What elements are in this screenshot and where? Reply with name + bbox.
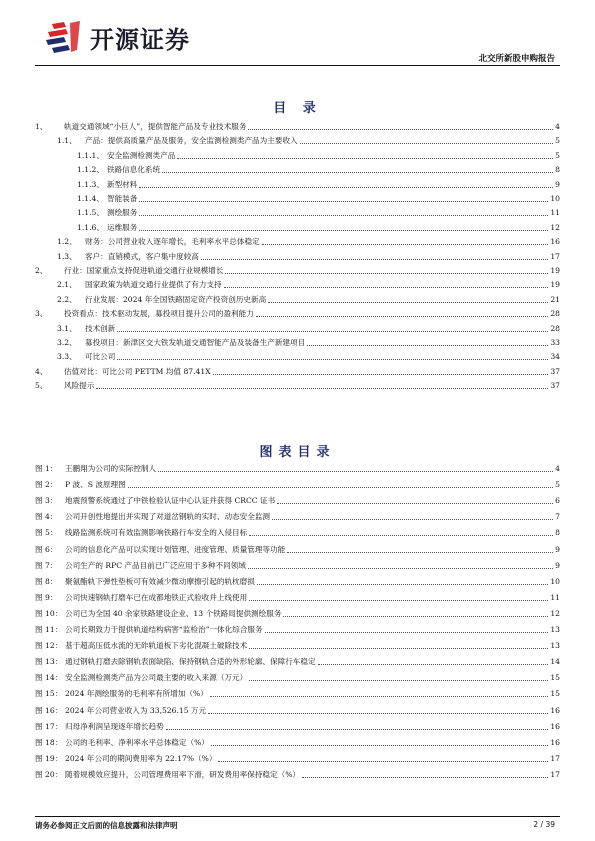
figure-entry-page: 16 xyxy=(550,705,560,715)
toc-entry[interactable] xyxy=(35,206,560,218)
figure-entry-number: 图 19： xyxy=(35,753,63,763)
toc-entry[interactable] xyxy=(35,235,560,247)
toc-dot-leader xyxy=(96,388,548,389)
figure-entry-text: 公司已为全国 40 余家铁路建设企业、13 个铁路局提供测绘服务 xyxy=(65,608,282,618)
logo-mark-icon xyxy=(44,20,84,54)
toc-entry-number: 1、 xyxy=(35,122,48,131)
toc-entry[interactable] xyxy=(35,336,560,348)
toc-entry-text: 募投项目：新津区交大铁发轨道交通智能产品及装备生产新建项目 xyxy=(85,338,306,347)
toc-entry[interactable] xyxy=(35,264,560,276)
toc-entry-number: 2、 xyxy=(35,266,48,275)
toc-entry-number: 1.1.2、 xyxy=(77,165,104,175)
figure-entry-number: 图 4： xyxy=(35,512,58,522)
figure-dot-leader xyxy=(287,552,553,553)
toc-entry-number: 3.3、 xyxy=(57,352,77,362)
toc-entry-page: 21 xyxy=(550,294,560,304)
toc-entry-page: 5 xyxy=(555,150,560,160)
toc-entry-text: 估值对比：可比公司 PETTM 均值 87.41X xyxy=(64,366,211,376)
figure-entry-page: 15 xyxy=(550,689,560,699)
figures-title: 图表目录 xyxy=(259,445,336,460)
figure-entry-text: 公司的毛利率、净利率水平总体稳定（%） xyxy=(65,737,209,747)
toc-entry-page: 11 xyxy=(550,208,560,218)
toc-entry-text: 投资看点：技术驱动发展，募投项目提升公司的盈利能力 xyxy=(64,309,254,319)
figure-entry-number: 图 14： xyxy=(35,673,63,683)
toc-dot-leader xyxy=(256,316,548,317)
report-type-label: 北交所新股申购报告 xyxy=(478,54,555,64)
figure-entry-page: 7 xyxy=(555,512,560,522)
toc-entry-number: 1.3、 xyxy=(57,251,77,261)
toc-entry[interactable] xyxy=(35,163,560,175)
figure-entry-number: 图 17： xyxy=(35,721,63,731)
figure-dot-leader xyxy=(249,680,548,681)
figure-dot-leader xyxy=(265,632,549,633)
figure-entry[interactable] xyxy=(35,655,560,667)
toc-entry-text: 行业：国家重点支持促进轨道交通行业规模增长 xyxy=(64,266,224,275)
toc-entry[interactable] xyxy=(35,250,560,262)
footer-disclaimer: 请务必参阅正文后面的信息披露和法律声明 xyxy=(35,821,178,830)
toc-entry-text: 技术创新 xyxy=(85,323,116,333)
toc-entry-text: 财务：公司营业收入逐年增长，毛利率水平总体稳定 xyxy=(85,237,260,247)
toc-entry[interactable] xyxy=(35,192,560,204)
toc-entry-text: 可比公司 xyxy=(85,352,116,362)
toc-entry[interactable] xyxy=(35,221,560,233)
toc-dot-leader xyxy=(139,230,548,231)
company-logo xyxy=(44,20,190,54)
figure-entry-number: 图 18： xyxy=(35,737,63,747)
figure-entry-text: 线路监测系统可有效监测影响铁路行车安全的入侵目标 xyxy=(65,528,248,538)
toc-entry-number: 1.1.6、 xyxy=(77,222,104,232)
figure-dot-leader xyxy=(210,696,548,697)
figure-dot-leader xyxy=(218,761,548,762)
figure-entry[interactable] xyxy=(35,559,560,571)
toc-entry-page: 10 xyxy=(550,194,560,203)
figure-dot-leader xyxy=(208,713,548,714)
figure-dot-leader xyxy=(272,519,553,520)
toc-entry-page: 12 xyxy=(550,222,560,232)
figure-entry[interactable] xyxy=(35,639,560,651)
toc-entry-page: 17 xyxy=(550,251,560,261)
figure-entry-page: 10 xyxy=(550,576,560,586)
logo-text: 开源证券 xyxy=(90,25,190,54)
figure-dot-leader xyxy=(318,664,549,665)
figure-entry-page: 17 xyxy=(550,753,560,763)
figure-entry[interactable] xyxy=(35,510,560,522)
figure-dot-leader xyxy=(249,648,548,649)
figure-entry-number: 图 6： xyxy=(35,544,58,554)
figure-entry-number: 图 12： xyxy=(35,641,63,651)
toc-entry-number: 3.1、 xyxy=(57,323,77,333)
figure-entry-page: 15 xyxy=(550,673,560,683)
toc-dot-leader xyxy=(162,172,553,173)
figure-entry-page: 13 xyxy=(550,625,560,634)
toc-entry[interactable] xyxy=(35,134,560,146)
figure-entry[interactable] xyxy=(35,462,560,474)
toc-entry-number: 3、 xyxy=(35,309,48,319)
figure-entry-number: 图 9： xyxy=(35,592,58,602)
figure-entry-number: 图 20： xyxy=(35,769,63,779)
figure-entry[interactable] xyxy=(35,623,560,635)
figure-dot-leader xyxy=(166,729,549,730)
toc-entry-text: 测绘服务 xyxy=(107,208,138,218)
figure-entry-number: 图 10： xyxy=(35,608,63,618)
figure-entry[interactable] xyxy=(35,591,560,603)
figure-entry-page: 5 xyxy=(555,480,560,490)
toc-entry[interactable] xyxy=(35,365,560,377)
page-number: 2 / 39 xyxy=(533,820,555,829)
toc-entry-text: 安全监测检测类产品 xyxy=(107,150,176,160)
figure-entry-text: 2024 年测绘服务的毛利率有所增加（%） xyxy=(65,689,208,699)
toc-entry-text: 运维服务 xyxy=(107,222,138,232)
figure-entry[interactable] xyxy=(35,494,560,506)
figure-entry[interactable] xyxy=(35,478,560,490)
figure-entry[interactable] xyxy=(35,526,560,538)
figure-entry-number: 图 2： xyxy=(35,480,58,490)
toc-title: 目 录 xyxy=(273,101,322,116)
figure-dot-leader xyxy=(158,471,553,472)
toc-dot-leader xyxy=(224,287,549,288)
figure-dot-leader xyxy=(277,503,553,504)
toc-entry-page: 9 xyxy=(555,179,560,189)
figure-entry-text: 王鹏翔为公司的实际控制人 xyxy=(65,464,157,473)
toc-entry[interactable] xyxy=(35,293,560,305)
toc-entry-number: 1.1.4、 xyxy=(77,194,104,203)
figure-entry-text: P 波、S 波原理图 xyxy=(65,480,126,490)
figure-entry-number: 图 5： xyxy=(35,528,58,538)
figure-entry-text: 公司的信息化产品可以实现计划管理、进度管理、质量管理等功能 xyxy=(65,544,286,554)
figure-entry-page: 14 xyxy=(550,657,560,667)
figure-entry-page: 12 xyxy=(550,608,560,618)
figure-dot-leader xyxy=(249,535,553,536)
toc-dot-leader xyxy=(248,129,553,130)
figure-entry[interactable] xyxy=(35,575,560,587)
figure-entry-text: 2024 年公司营业收入为 33,526.15 万元 xyxy=(65,705,207,715)
figure-entry[interactable] xyxy=(35,671,560,683)
toc-entry-number: 1.1.3、 xyxy=(77,179,104,189)
figure-entry[interactable] xyxy=(35,736,560,748)
figure-entry-page: 11 xyxy=(550,592,560,602)
toc-entry[interactable] xyxy=(35,322,560,334)
toc-entry[interactable] xyxy=(35,350,560,362)
toc-entry-number: 1.1.5、 xyxy=(77,208,104,218)
toc-entry-number: 1.1、 xyxy=(57,136,77,146)
toc-entry-number: 3.2、 xyxy=(57,338,77,347)
toc-entry-page: 19 xyxy=(550,280,560,290)
figure-dot-leader xyxy=(128,487,553,488)
figure-entry[interactable] xyxy=(35,704,560,716)
toc-entry[interactable] xyxy=(35,307,560,319)
figure-entry-page: 9 xyxy=(555,544,560,554)
figure-entry-page: 4 xyxy=(555,464,560,473)
figure-entry-number: 图 16： xyxy=(35,705,63,715)
figure-dot-leader xyxy=(302,777,548,778)
figure-entry-text: 公司开创性地提出并实现了对道岔钢轨的实时、动态安全监测 xyxy=(65,512,271,522)
figure-entry-page: 16 xyxy=(550,721,560,731)
figure-entry-number: 图 11： xyxy=(35,625,63,634)
toc-entry-text: 新型材料 xyxy=(107,179,138,189)
figure-entry-text: 随着规模效应提升，公司管理费用率下滑，研发费用率保持稳定（%） xyxy=(65,769,301,779)
toc-dot-leader xyxy=(117,359,548,360)
toc-dot-leader xyxy=(201,259,548,260)
figure-entry-number: 图 13： xyxy=(35,657,63,667)
figure-entry-number: 图 8： xyxy=(35,576,58,586)
figure-entry-text: 基于超高压低水流的无砟轨道板下劣化混凝土破除技术 xyxy=(65,641,248,651)
toc-entry-number: 4、 xyxy=(35,366,48,376)
figure-entry-number: 图 3： xyxy=(35,496,58,506)
toc-entry-number: 2.1、 xyxy=(57,280,77,290)
figure-entry-text: 地震预警系统通过了中铁检验认证中心认证并获得 CRCC 证书 xyxy=(65,496,276,506)
figure-dot-leader xyxy=(283,616,548,617)
figure-dot-leader xyxy=(248,568,553,569)
toc-dot-leader xyxy=(262,244,549,245)
figure-entry[interactable] xyxy=(35,607,560,619)
figure-entry-text: 2024 年公司的期间费用率为 22.17%（%） xyxy=(65,753,217,763)
figure-entry-text: 通过钢轨打磨去除钢轨表面缺陷、保持钢轨合适的外形轮廓、保障行车稳定 xyxy=(65,657,316,667)
toc-entry-page: 34 xyxy=(550,352,560,362)
toc-entry-page: 8 xyxy=(555,165,560,175)
figure-entry-text: 公司生产的 RPC 产品目前已广泛应用于多种不同领域 xyxy=(65,560,246,570)
figure-entry-number: 图 15： xyxy=(35,689,63,699)
header-divider xyxy=(35,65,560,66)
figure-entry[interactable] xyxy=(35,720,560,732)
figure-entry-text: 公司快速钢轨打磨车已在成都地铁正式验收并上线使用 xyxy=(65,592,248,602)
figure-entry-number: 图 7： xyxy=(35,560,58,570)
toc-dot-leader xyxy=(139,215,548,216)
toc-dot-leader xyxy=(177,158,553,159)
figure-dot-leader xyxy=(249,600,548,601)
toc-dot-leader xyxy=(300,143,554,144)
figure-entry-number: 图 1： xyxy=(35,464,58,473)
toc-entry-number: 1.2、 xyxy=(57,237,77,247)
page-header xyxy=(0,0,595,70)
toc-dot-leader xyxy=(213,374,549,375)
toc-dot-leader xyxy=(307,345,548,346)
toc-entry-text: 轨道交通领域“小巨人”，提供智能产品及专业技术服务 xyxy=(64,122,247,131)
figure-entry[interactable] xyxy=(35,768,560,780)
toc-entry-page: 5 xyxy=(555,136,560,146)
toc-entry-text: 产品：提供高质量产品及服务，安全监测检测类产品为主要收入 xyxy=(85,136,298,146)
toc-entry-text: 国家政策为轨道交通行业提供了有力支持 xyxy=(85,280,222,290)
figure-entry-page: 8 xyxy=(555,528,560,538)
toc-entry-text: 风险提示 xyxy=(64,381,95,391)
toc-entry-page: 33 xyxy=(550,338,560,347)
toc-entry-number: 2.2、 xyxy=(57,294,77,304)
figure-entry-page: 6 xyxy=(555,496,560,506)
figure-entry-page: 17 xyxy=(550,769,560,779)
toc-entry-number: 1.1.1、 xyxy=(77,150,104,160)
figure-entry[interactable] xyxy=(35,687,560,699)
figure-entry-page: 9 xyxy=(555,560,560,570)
toc-entry-text: 智能装备 xyxy=(107,194,138,203)
toc-entry-page: 16 xyxy=(550,237,560,247)
toc-dot-leader xyxy=(225,273,548,274)
toc-entry-page: 37 xyxy=(550,366,560,376)
figure-entry-text: 安全监测检测类产品为公司最主要的收入来源（万元） xyxy=(65,673,248,683)
figure-entry-text: 公司长期致力于提供轨道结构病害“监检治”一体化综合服务 xyxy=(65,625,263,634)
toc-entry-page: 4 xyxy=(555,122,560,131)
toc-entry[interactable] xyxy=(35,379,560,391)
toc-dot-leader xyxy=(268,302,548,303)
figure-entry-text: 归母净利润呈现逐年增长趋势 xyxy=(65,721,164,731)
toc-entry-text: 行业发展：2024 年全国铁路固定资产投资创历史新高 xyxy=(85,294,267,304)
toc-entry[interactable] xyxy=(35,149,560,161)
toc-dot-leader xyxy=(139,187,553,188)
toc-entry[interactable] xyxy=(35,120,560,132)
footer-divider xyxy=(35,816,560,817)
toc-dot-leader xyxy=(117,331,548,332)
toc-entry-page: 28 xyxy=(550,323,560,333)
toc-entry[interactable] xyxy=(35,278,560,290)
toc-entry[interactable] xyxy=(35,178,560,190)
toc-entry-number: 5、 xyxy=(35,381,48,391)
figure-dot-leader xyxy=(257,584,548,585)
toc-entry-page: 37 xyxy=(550,381,560,391)
toc-entry-page: 28 xyxy=(550,309,560,319)
figure-entry[interactable] xyxy=(35,752,560,764)
figure-entry-page: 16 xyxy=(550,737,560,747)
figure-entry-text: 聚氨酯轨下弹性垫板可有效减少微动摩擦引起的轨枕磨损 xyxy=(65,576,255,586)
toc-entry-page: 19 xyxy=(550,266,560,275)
figure-entry-page: 13 xyxy=(550,641,560,651)
toc-dot-leader xyxy=(139,201,548,202)
toc-entry-text: 铁路信息化系统 xyxy=(107,165,161,175)
toc-entry-text: 客户：直销模式，客户集中度较高 xyxy=(85,251,199,261)
figure-entry[interactable] xyxy=(35,543,560,555)
figure-dot-leader xyxy=(211,745,548,746)
